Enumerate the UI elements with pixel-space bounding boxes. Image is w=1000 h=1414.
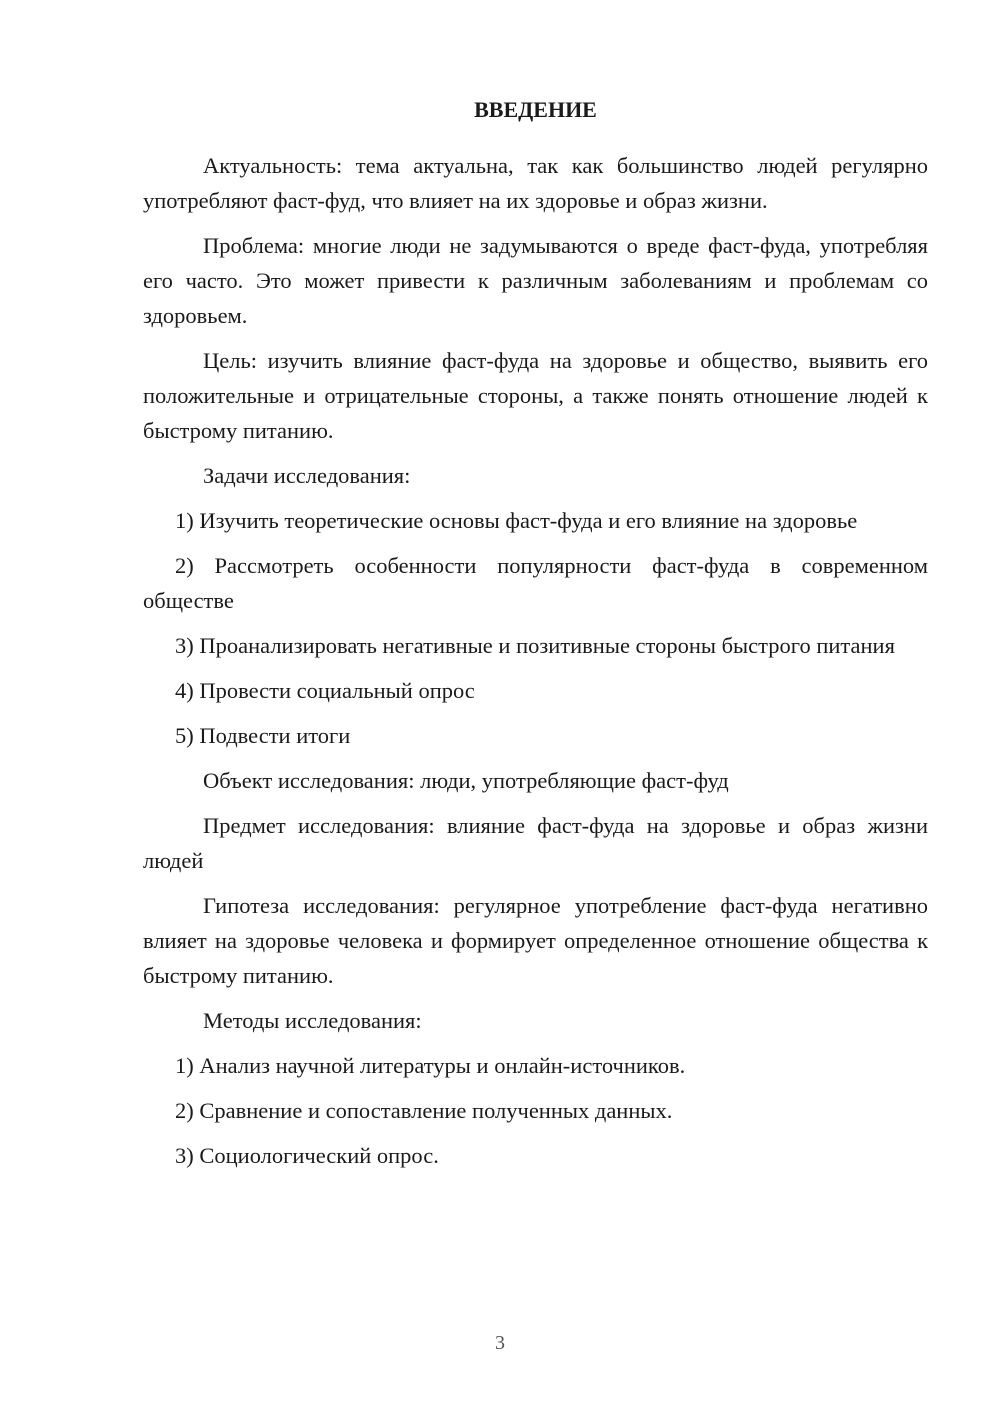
tasks-heading: Задачи исследования: (203, 463, 411, 488)
relevance-paragraph: Актуальность: тема актуальна, так как большинство людей регулярно употребляют фаст-фуд, что влияет на их здоровье и образ жизни. (143, 153, 928, 213)
method-item: 3) Социологический опрос. (175, 1143, 439, 1168)
methods-heading: Методы исследования: (203, 1008, 422, 1033)
task-item: 4) Провести социальный опрос (175, 678, 475, 703)
subject-paragraph: Предмет исследования: влияние фаст-фуда на здоровье и образ жизни людей (143, 813, 928, 873)
section-title: ВВЕДЕНИЕ (474, 97, 597, 122)
hypothesis-paragraph: Гипотеза исследования: регулярное употребление фаст-фуда негативно влияет на здоровье человека и формирует определенное отношение общества к быстрому питанию. (143, 893, 928, 988)
document-page (143, 92, 928, 1183)
task-item: 1) Изучить теоретические основы фаст-фуда и его влияние на здоровье (175, 508, 858, 533)
task-item: 3) Проанализировать негативные и позитивные стороны быстрого питания (175, 633, 895, 658)
goal-paragraph: Цель: изучить влияние фаст-фуда на здоровье и общество, выявить его положительные и отрицательные стороны, а также понять отношение людей к быстрому питанию. (143, 348, 928, 443)
method-item: 1) Анализ научной литературы и онлайн-источников. (175, 1053, 686, 1078)
page-number: 3 (495, 1332, 505, 1354)
problem-paragraph: Проблема: многие люди не задумываются о вреде фаст-фуда, употребляя его часто. Это может привести к различным заболеваниям и проблемам со здоровьем. (143, 233, 928, 328)
task-item: 2) Рассмотреть особенности популярности фаст-фуда в современном обществе (143, 553, 928, 613)
object-paragraph: Объект исследования: люди, употребляющие фаст-фуд (203, 768, 729, 793)
task-item: 5) Подвести итоги (175, 723, 351, 748)
method-item: 2) Сравнение и сопоставление полученных данных. (175, 1098, 673, 1123)
